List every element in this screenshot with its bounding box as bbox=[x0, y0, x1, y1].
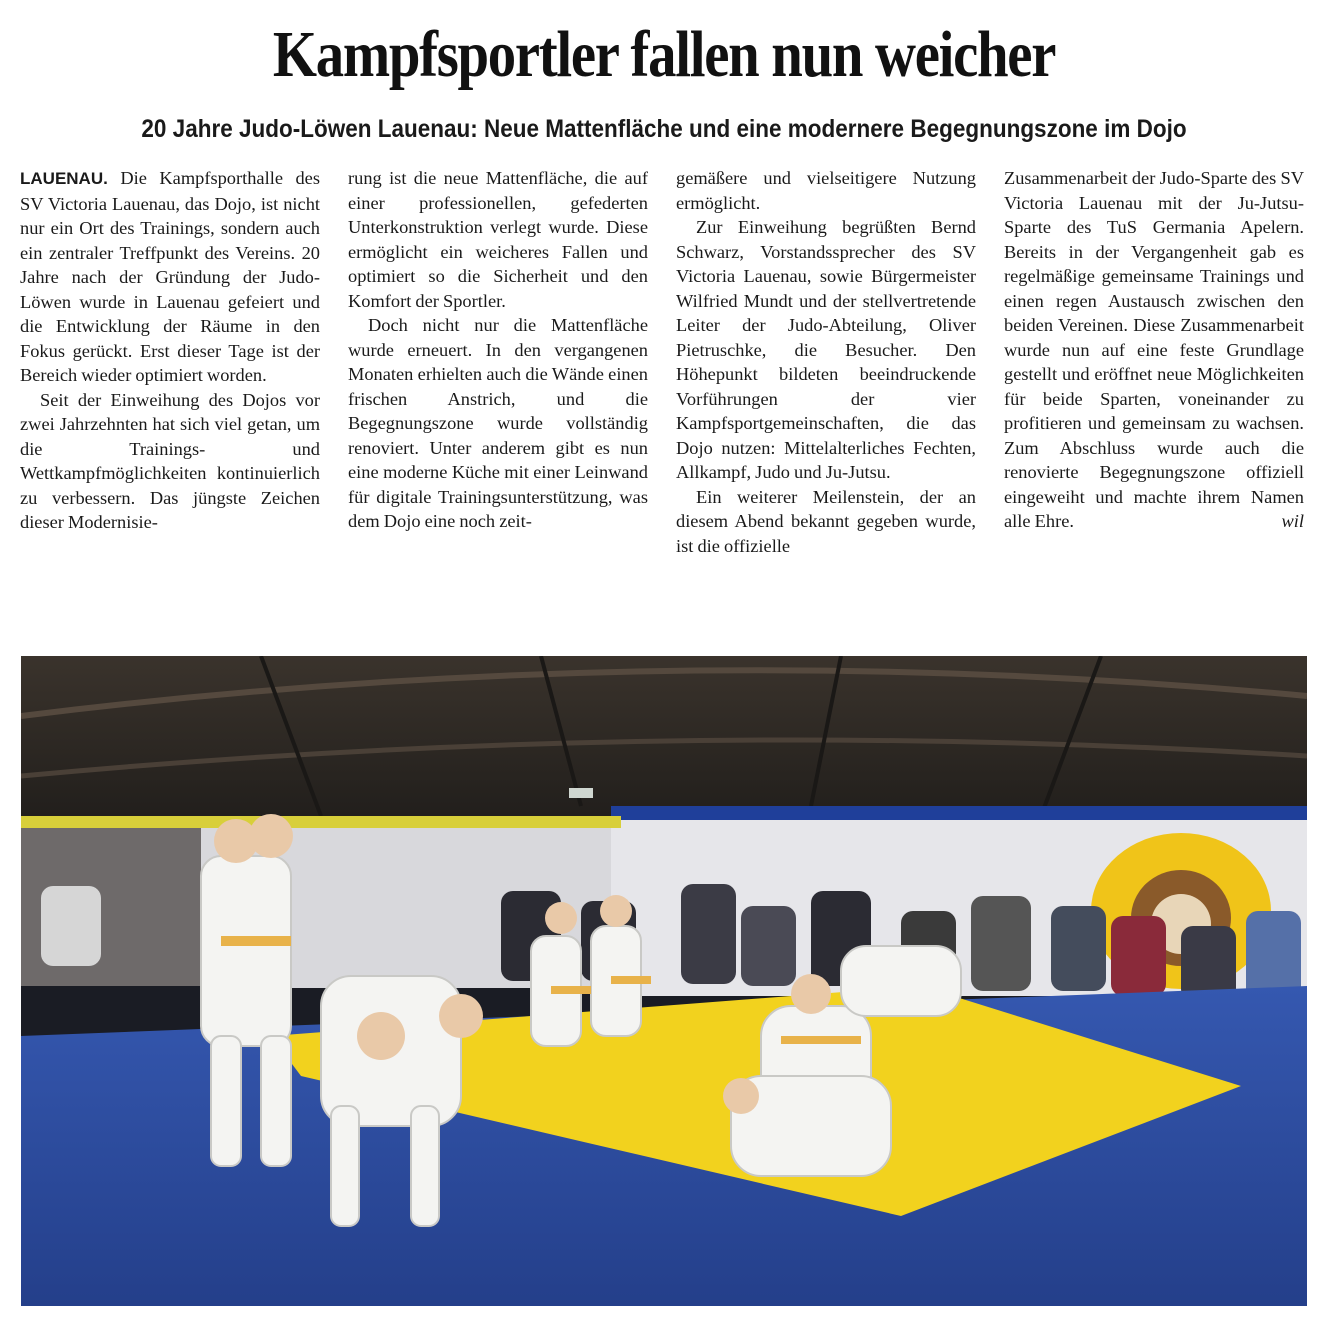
article-body bbox=[20, 166, 1304, 644]
subheadline: 20 Jahre Judo-Löwen Lauenau: Neue Mattenfläche und eine modernere Begegnungszone im Dojo bbox=[141, 115, 1187, 143]
paragraph-text: Die Kampfsporthalle des SV Victoria Lauenau, das Dojo, ist nicht nur ein Ort des Trainings, sondern auch ein zentraler Treffpunkt des Vereins. 20 Jahre nach der Gründung der Judo-Löwen wurde in Lauenau gefeiert und die Entwicklung der Räume in den Fokus gerückt. Erst dieser Tage ist der Bereich wieder optimiert worden. bbox=[20, 168, 320, 385]
paragraph: rung ist die neue Mattenfläche, die auf einer professionellen, gefederten Unterkonstruktion verlegt wurde. Diese ermöglicht ein weicheres Fallen und optimiert so die Sicherheit und den Komfort der Sportler. bbox=[348, 168, 648, 311]
paragraph bbox=[1004, 166, 1304, 534]
dateline: LAUENAU. bbox=[20, 169, 108, 188]
paragraph: Doch nicht nur die Mattenfläche wurde erneuert. In den vergangenen Monaten erhielten auch die Wände einen frischen Anstrich, und die Begegnungszone wurde vollständig renoviert. Unter anderem gibt es nun eine moderne Küche mit einer Leinwand für digitale Trainingsunterstützung, was dem Dojo eine noch zeit- bbox=[348, 315, 648, 531]
paragraph: gemäßere und vielseitigere Nutzung ermöglicht. bbox=[676, 168, 976, 213]
column-4 bbox=[1004, 166, 1304, 644]
paragraph: Ein weiterer Meilenstein, der an diesem Abend bekannt gegeben wurde, ist die offizielle bbox=[676, 486, 976, 556]
column-3 bbox=[676, 166, 976, 644]
column-2 bbox=[348, 166, 648, 644]
author-initials: wil bbox=[1281, 511, 1304, 531]
paragraph: Seit der Einweihung des Dojos vor zwei Jahrzehnten hat sich viel getan, um die Trainings- und Wettkampfmöglichkeiten kontinuierlich zu verbessern. Das jüngste Zeichen dieser Modernisie- bbox=[20, 389, 320, 532]
article-photo bbox=[21, 656, 1307, 1306]
paragraph: Zur Einweihung begrüßten Bernd Schwarz, Vorstandssprecher des SV Victoria Lauenau, sowie Bürgermeister Wilfried Mundt und der stellvertretende Leiter der Judo-Abteilung, Oliver Pietruschke, die Besucher. Den Höhepunkt bildeten beeindruckende Vorführungen der vier Kampfsportgemeinschaften, die das Dojo nutzen: Mittelalterliches Fechten, Allkampf, Judo und Ju-Jutsu. bbox=[676, 217, 976, 482]
column-1 bbox=[20, 166, 320, 644]
paragraph-text: Zusammenarbeit der Judo-Sparte des SV Victoria Lauenau mit der Ju-Jutsu-Sparte des TuS Germania Apelern. Bereits in der Vergangenheit gab es regelmäßige gemeinsame Trainings und einen regen Austausch zwischen den beiden Vereinen. Diese Zusammenarbeit wurde nun auf eine feste Grundlage gestellt und eröffnet neue Möglichkeiten für beide Sparten, voneinander zu profitieren und gemeinsam zu wachsen. Zum Abschluss wurde auch die renovierte Begegnungszone offiziell eingeweiht und machte ihrem Namen alle Ehre. bbox=[1004, 168, 1304, 531]
dojo-scene bbox=[21, 656, 1307, 1306]
headline: Kampfsportler fallen nun weicher bbox=[272, 18, 1056, 91]
paragraph bbox=[20, 166, 320, 388]
